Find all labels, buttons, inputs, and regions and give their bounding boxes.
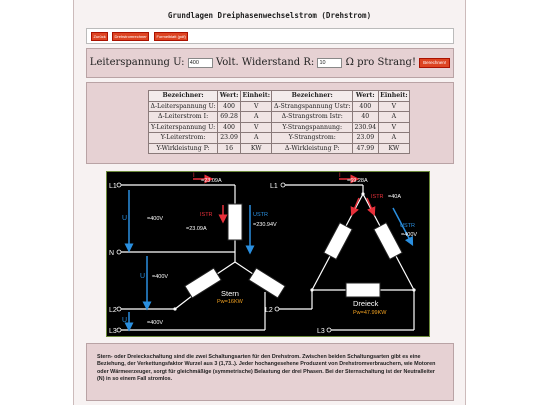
table-cell: 69.28 [218,112,241,123]
delta-node-left [310,288,313,291]
results-table [148,90,410,154]
delta-l1-terminal [281,183,285,187]
table-cell: V [378,122,410,133]
delta-l2-terminal [275,307,279,311]
column-header: Bezeichner: [149,91,218,102]
delta-node-top [361,192,364,195]
input-row [87,57,453,68]
column-header: Einheit: [380,92,408,100]
table-cell: V [240,122,272,133]
delta-ustr-symbol: USTR [400,223,415,229]
table-cell: 400 [352,101,378,112]
star-u1-symbol: U [122,215,128,222]
input-panel [86,48,454,78]
page [73,0,466,405]
table-cell: V [378,101,410,112]
star-name: Stern [221,289,239,298]
table-cell: Y-Strangstrom: [272,133,353,144]
description-panel [86,343,454,401]
star-current-symbol: I [193,173,195,179]
delta-l2-label: L2 [265,307,273,314]
table-row [149,122,410,133]
delta-resistor-bottom [346,283,380,297]
delta-istr-value: =40A [388,194,401,200]
resistance-input[interactable]: 10 [317,58,342,68]
circuit-svg [107,172,429,336]
delta-current-symbol: I [339,173,341,179]
table-cell: 400 [218,101,241,112]
table-cell: Y-Leiterstrom: [149,133,218,144]
star-current-value: =23.09A [201,178,222,184]
star-l3-terminal [117,328,121,332]
table-cell: A [240,112,272,123]
table-cell: Y-Wirkleistung P: [149,143,218,154]
table-cell: 16 [218,143,241,154]
star-power: Pw=16KW [217,299,243,305]
delta-l3-label: L3 [317,328,325,335]
column-header: Bezeichner: [272,91,353,102]
table-cell: Y-Strangspannung: [272,122,353,133]
delta-istr-symbol: ISTR [371,194,384,200]
delta-power: Pw=47.99KW [353,310,387,316]
calculate-button[interactable]: Berechnen! [419,58,450,68]
star-resistor-left [185,268,221,298]
per-strand-label: Ω pro Strang! [345,57,416,68]
table-cell: A [378,112,410,123]
table-cell: 400 [218,122,241,133]
star-u1-value: =400V [147,216,164,222]
table-cell: Y-Leiterspannung U: [149,122,218,133]
resistance-label: Volt. Widerstand R: [215,57,315,68]
delta-l3-terminal [327,328,331,332]
nav-bar [86,28,454,44]
delta-resistor-right [374,223,402,260]
star-node [173,307,176,310]
table-cell: 230.94 [354,123,377,131]
delta-current-value: =69.28A [347,178,368,184]
delta-node-right [412,288,415,291]
table-cell: Δ-Leiterspannung U: [150,102,216,110]
table-row [149,101,410,112]
table-cell: A [240,133,272,144]
table-cell: 23.09 [352,133,378,144]
results-panel [86,82,454,164]
star-l1-label: L1 [109,183,117,190]
table-cell: KW [240,143,272,154]
star-l3-label: L3 [109,328,117,335]
drehstromrechner-button[interactable]: Drehstromrechner [112,32,149,41]
star-l1-terminal [117,183,121,187]
table-cell: 23.09 [218,133,241,144]
delta-istr-arrow-right [367,198,373,212]
circuit-diagram [106,171,430,337]
delta-resistor-left [324,223,352,260]
page-title: Grundlagen Dreiphasenwechselstrom (Drehstrom) [167,11,372,20]
star-u2-symbol: U [140,273,146,280]
star-l2-terminal [117,307,121,311]
star-resistor-right [249,268,285,298]
delta-ustr-value: =400V [401,232,418,238]
star-ustr-value: =230.94V [253,222,277,228]
table-row [149,143,410,154]
table-header-row [149,91,410,102]
star-u3-symbol: U [122,317,128,324]
table-cell: V [240,101,272,112]
voltage-label: Leiterspannung U: [89,57,185,68]
column-header: Wert: [219,92,239,100]
star-n-label: N [109,250,115,257]
table-row [149,112,410,123]
star-circuit [119,185,265,330]
table-cell: Δ-Leiterstrom I: [149,112,218,123]
delta-istr-arrow-left [353,198,359,212]
formelblatt-button[interactable]: Formelblatt (pdf) [154,32,188,41]
star-ustr-symbol: USTR [253,212,268,218]
voltage-input[interactable]: 400 [188,58,213,68]
table-cell: 47.99 [352,143,378,154]
description-text: Stern- oder Dreieckschaltung sind die zwei Schaltungsarten für den Drehstrom. Zwischen beiden Schaltungsarten gibt es eine Beziehung, der Verkettungsfaktor Wurzel aus 3 (1,73..). Jeder hochangesehene Produzent von Drehstromverbrauchern, wie Motoren oder Wärmeerzeuger, sorgt für gleichmäßige (symmetrische) Belastung der drei Phasen. Bei der Sternschaltung ist der Neutralleiter (N) in so einem Fall stromlos. [97,354,436,382]
table-row [149,133,410,144]
star-u2-value: =400V [152,274,169,280]
table-cell: KW [378,143,410,154]
delta-name: Dreieck [353,299,379,308]
star-resistor-top [228,204,242,240]
table-cell: A [378,133,410,144]
star-istr-symbol: ISTR [200,212,213,218]
star-l2-label: L2 [109,307,117,314]
table-cell: Δ-Wirkleistung P: [272,143,353,154]
delta-l1-label: L1 [270,183,278,190]
table-cell: Δ-Strangspannung Ustr: [273,102,351,110]
star-n-terminal [117,250,121,254]
star-u3-value: =400V [147,320,164,326]
table-cell: Δ-Strangstrom Istr: [272,112,353,123]
star-istr-value: =23.09A [186,226,207,232]
column-header: Wert: [352,91,378,102]
column-header: Einheit: [242,92,270,100]
table-cell: 40 [352,112,378,123]
back-button[interactable]: Zurück [91,32,108,41]
